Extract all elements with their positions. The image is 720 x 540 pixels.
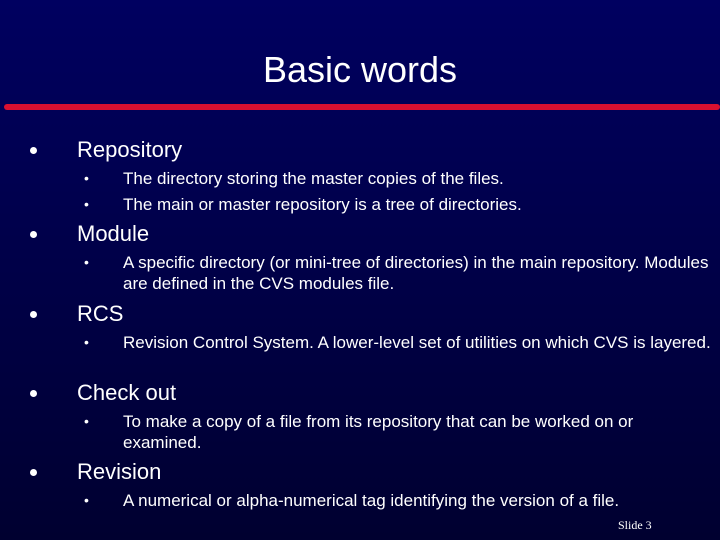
bullet-dot-icon: [30, 147, 37, 154]
bullet-dot-icon: [30, 390, 37, 397]
definition-text: A numerical or alpha-numerical tag identifying the version of a file.: [123, 491, 620, 510]
bullet-icon: •: [84, 170, 89, 186]
definition-text: To make a copy of a file from its repository that can be worked on or examined.: [123, 412, 634, 452]
bullet-dot-icon: [30, 311, 37, 318]
bullet-icon: •: [84, 254, 89, 270]
bullet-icon: •: [84, 492, 89, 508]
slide-number: Slide 3: [618, 518, 652, 532]
bullet-icon: •: [84, 413, 89, 429]
term-label: Revision: [77, 459, 162, 484]
bullet-icon: •: [84, 334, 89, 350]
term-label: Check out: [77, 380, 177, 405]
term-label: RCS: [77, 301, 124, 326]
definition-text: A specific directory (or mini-tree of directories) in the main repository. Modules are defined in the CVS modules file.: [123, 253, 709, 293]
bullet-icon: •: [84, 196, 89, 212]
title-divider: [4, 104, 720, 110]
definition-text: Revision Control System. A lower-level set of utilities on which CVS is layered.: [123, 333, 711, 352]
definition-text: The directory storing the master copies of the files.: [123, 169, 504, 188]
slide-title: Basic words: [262, 49, 458, 90]
definition-text: The main or master repository is a tree of directories.: [123, 195, 522, 214]
term-label: Repository: [77, 137, 183, 162]
bullet-dot-icon: [30, 469, 37, 476]
bullet-dot-icon: [30, 231, 37, 238]
term-label: Module: [77, 221, 150, 246]
